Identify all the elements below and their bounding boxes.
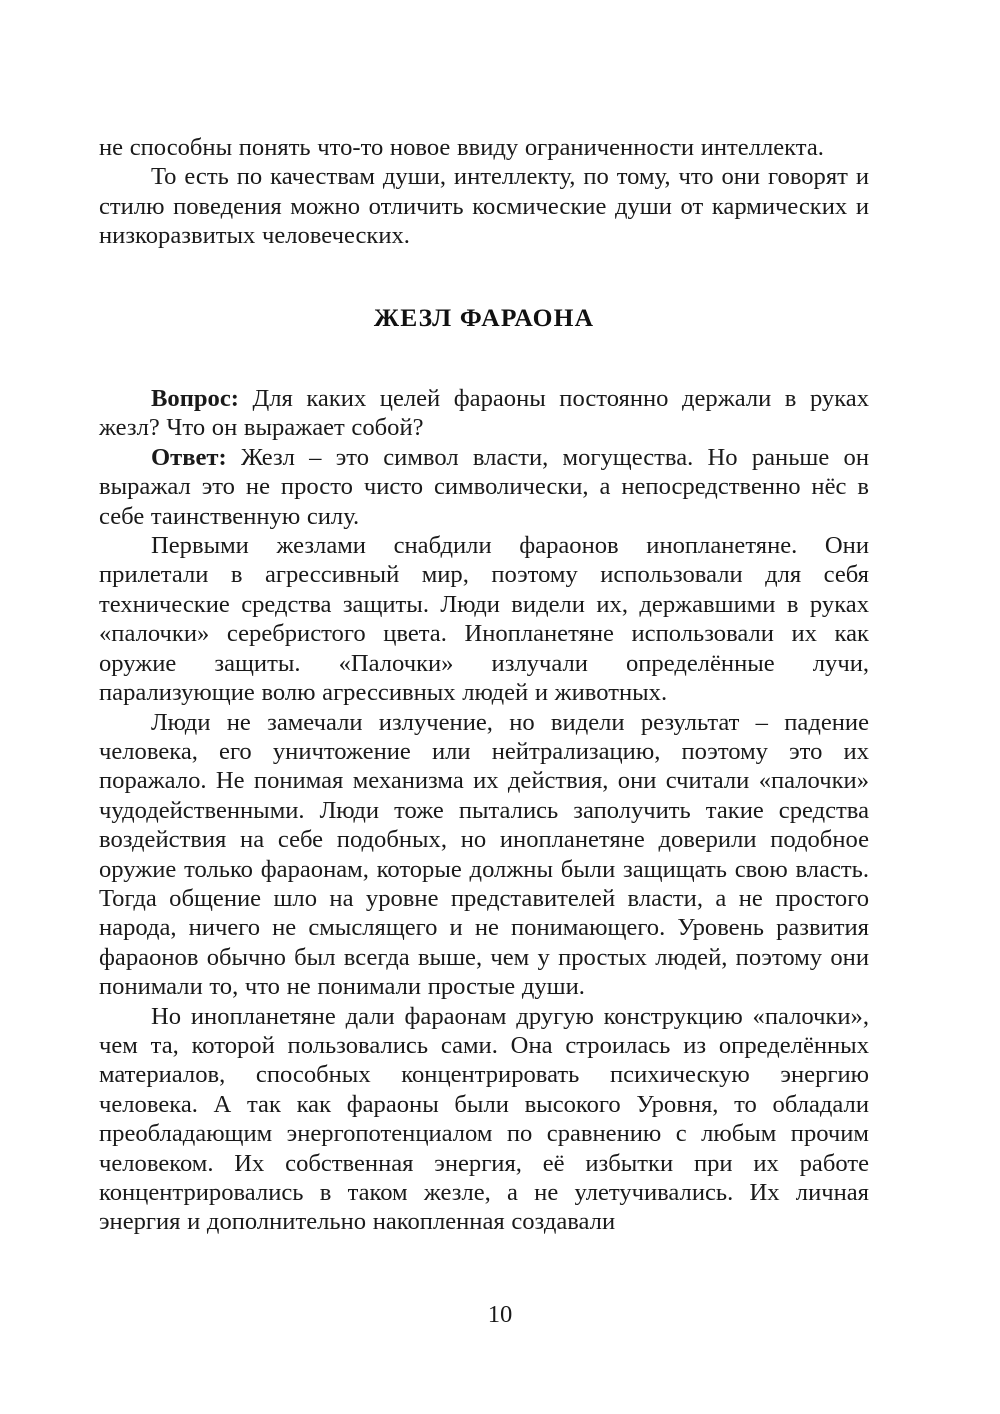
page-text-block [99,133,869,1237]
spacer-above-heading [99,251,869,303]
answer-label: Ответ: [151,443,227,471]
question-text: Для каких целей фараоны постоянно держали в руках жезл? Что он выражает собой? [99,385,869,442]
paragraph-soul-qualities: То есть по качествам души, интеллекту, по тому, что они говорят и стилю поведения можно отличить космические души от кармических и низкоразвитых человеческих. [99,163,869,250]
page-number: 10 [487,1301,513,1328]
spacer-below-heading [99,332,869,384]
paragraph-different-construction: Но инопланетяне дали фараонам другую конструкцию «палочки», чем та, которой пользовались сами. Она строилась из определённых материалов, способных концентрировать психическую энергию человека. А так как фараоны были высокого Уровня, то обладали преобладающим энергопотенциалом по сравнению с любым прочим человеком. Их собственная энергия, её избытки при их работе концентрировались в таком жезле, а не улетучивались. Их личная энергия и дополнительно накопленная создавали [99,1002,869,1236]
paragraph-people-noticed-radiation: Люди не замечали излучение, но видели результат – падение человека, его уничтожение или нейтрализацию, поэтому это их поражало. Не понимая механизма их действия, они считали «палочки» чудодейственными. Люди тоже пытались заполучить такие средства воздействия на себе подобных, но инопланетяне доверили подобное оружие только фараонам, которые должны были защищать свою власть. Тогда общение шло на уровне представителей власти, а не простого народа, ничего не смыслящего и не понимающего. Уровень развития фараонов обычно был всегда выше, чем у простых людей, поэтому они понимали то, что не понимали простые души. [99,708,869,1001]
answer-text: Жезл – это символ власти, могущества. Но раньше он выражал это не просто чисто символически, а непосредственно нёс в себе таинственную силу. [99,443,869,530]
question-paragraph [99,384,869,443]
question-label: Вопрос: [151,385,239,413]
paragraph-continued-from-previous-page: не способны понять что-то новое ввиду ограниченности интеллекта. [99,134,824,161]
section-heading: ЖЕЗЛ ФАРАОНА [373,302,595,332]
paragraph-first-staffs: Первыми жезлами снабдили фараонов инопланетяне. Они прилетали в агрессивный мир, поэтому использовали для себя технические средства защиты. Люди видели их, державшими в руках «палочки» серебристого цвета. Инопланетяне использовали их как оружие защиты. «Палочки» излучали определённые лучи, парализующие волю агрессивных людей и животных. [99,532,869,707]
answer-paragraph [99,443,869,531]
